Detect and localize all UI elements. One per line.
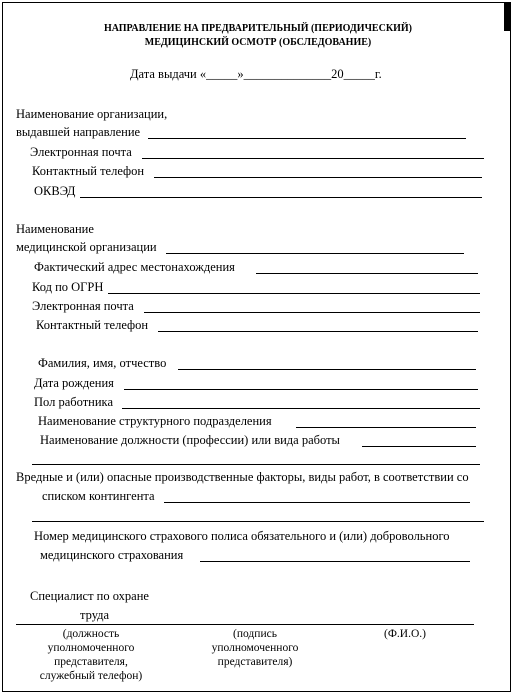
org-phone-label: Контактный телефон <box>32 164 145 178</box>
medorg-ogrn-field[interactable] <box>108 293 480 294</box>
specialist-label-1: Специалист по охране <box>30 589 149 603</box>
employee-birth-label: Дата рождения <box>34 376 114 390</box>
hazards-label-1: Вредные и (или) опасные производственные факторы, виды работ, в соответствии со <box>16 470 469 484</box>
org-phone-field[interactable] <box>154 177 482 178</box>
caption-position-4: служебный телефон) <box>39 670 143 682</box>
employee-birth-field[interactable] <box>124 389 478 390</box>
employee-fio-label: Фамилия, имя, отчество <box>38 356 167 370</box>
org-email-label: Электронная почта <box>30 145 132 159</box>
employee-position-field[interactable] <box>362 446 476 447</box>
medorg-name-label-1: Наименование <box>16 222 94 236</box>
employee-gender-field[interactable] <box>122 408 480 409</box>
hazards-label-2: списком контингента <box>42 489 155 503</box>
hazards-field[interactable] <box>164 502 470 503</box>
medorg-phone-label: Контактный телефон <box>36 318 149 332</box>
caption-sign-1: (подпись <box>233 628 277 640</box>
insurance-label-1: Номер медицинского страхового полиса обязательного и (или) добровольного <box>34 529 450 543</box>
insurance-label-2: медицинского страхования <box>40 548 184 562</box>
form-title-line1: НАПРАВЛЕНИЕ НА ПРЕДВАРИТЕЛЬНЫЙ (ПЕРИОДИЧЕСКИЙ) <box>104 23 412 34</box>
org-email-field[interactable] <box>142 158 484 159</box>
caption-position-1: (должность <box>62 628 120 640</box>
org-okved-label: ОКВЭД <box>34 184 76 198</box>
medorg-name-field[interactable] <box>166 253 464 254</box>
medorg-email-field[interactable] <box>144 312 480 313</box>
employee-fio-field[interactable] <box>178 369 476 370</box>
employee-gender-label: Пол работника <box>34 395 113 409</box>
org-name-field[interactable] <box>148 138 466 139</box>
employee-position-field-2[interactable] <box>32 464 480 465</box>
caption-sign-2: уполномоченного <box>211 642 299 654</box>
employee-division-field[interactable] <box>296 427 476 428</box>
employee-position-label: Наименование должности (профессии) или вида работы <box>40 433 340 447</box>
org-name-label-1: Наименование организации, <box>16 107 168 121</box>
medorg-phone-field[interactable] <box>158 331 478 332</box>
specialist-label-2: труда <box>80 608 110 622</box>
medorg-address-field[interactable] <box>256 273 478 274</box>
medorg-name-label-2: медицинской организации <box>16 240 157 254</box>
caption-fio: (Ф.И.О.) <box>384 628 426 640</box>
caption-sign-3: представителя) <box>217 656 293 668</box>
org-okved-field[interactable] <box>80 197 482 198</box>
medorg-email-label: Электронная почта <box>32 299 134 313</box>
caption-position-3: представителя, <box>54 656 128 668</box>
org-name-label-2: выдавшей направление <box>16 125 141 139</box>
medorg-ogrn-label: Код по ОГРН <box>32 280 104 294</box>
issue-date-field[interactable]: Дата выдачи «_____»______________20_____г. <box>130 67 382 81</box>
hazards-field-2[interactable] <box>32 521 484 522</box>
form-title-line2: МЕДИЦИНСКИЙ ОСМОТР (ОБСЛЕДОВАНИЕ) <box>144 37 372 48</box>
employee-division-label: Наименование структурного подразделения <box>38 414 272 428</box>
medorg-address-label: Фактический адрес местонахождения <box>34 260 235 274</box>
insurance-field[interactable] <box>200 561 470 562</box>
signature-line[interactable] <box>16 624 474 625</box>
caption-position-2: уполномоченного <box>47 642 135 654</box>
